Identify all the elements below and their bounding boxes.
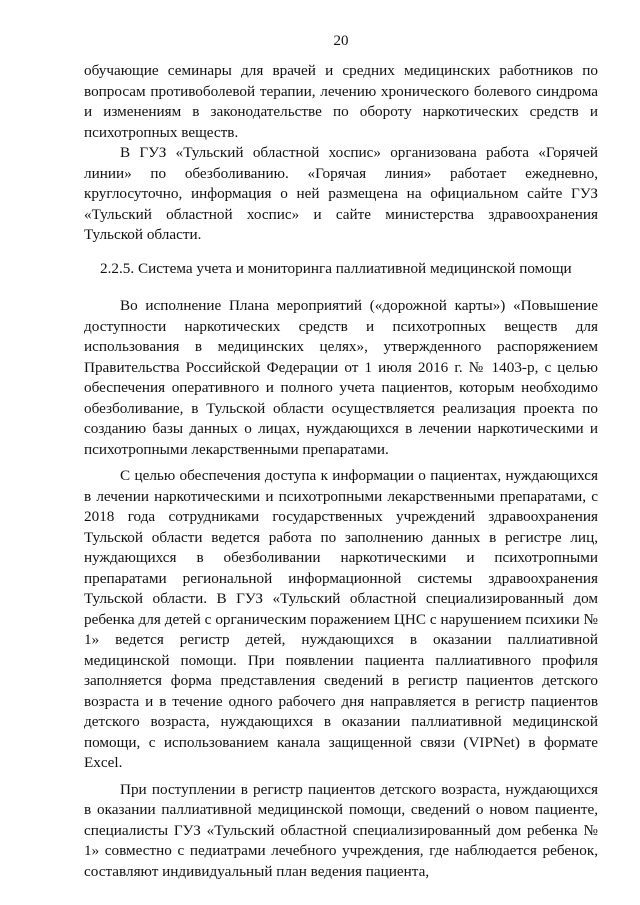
bottom-text-block [84, 296, 598, 882]
paragraph-hotline: В ГУЗ «Тульский областной хоспис» организована работа «Горячей линии» по обезболиванию. «Горячая линия» работает ежедневно, круглосуточно, информация о ней размещена на официальном сайте ГУЗ «Тульский областной хоспис» и сайте министерства здравоохранения Тульской области. [84, 144, 598, 243]
top-text-block [84, 61, 598, 246]
paragraph-continuation: обучающие семинары для врачей и средних медицинских работников по вопросам противоболевой терапии, лечению хронического болевого синдрома и изменениям в законодательстве по обороту наркотических средств и психотропных веществ. [84, 62, 598, 141]
page-number: 20 [333, 33, 349, 49]
paragraph-new-patient: При поступлении в регистр пациентов детского возраста, нуждающихся в оказании паллиативной медицинской помощи, сведений о новом пациенте, специалисты ГУЗ «Тульский областной специализированный дом ребенка № 1» совместно с педиатрами лечебного учреждения, где наблюдается ребенок, составляют индивидуальный план ведения пациента, [84, 780, 598, 880]
document-page [84, 0, 598, 905]
paragraph-registry: С целью обеспечения доступа к информации о пациентах, нуждающихся в лечении наркотическими и психотропными лекарственными препаратами, с 2018 года сотрудниками государственных учреждений здравоохранения Тульской области ведется работа по заполнению данных в регистре лиц, нуждающихся в обезболивании наркотическими и психотропными препаратами региональной информационной системы здравоохранения Тульской области. В ГУЗ «Тульский областной специализированный дом ребенка для детей с органическим поражением ЦНС с нарушением психики № 1» ведется регистр детей, нуждающихся в оказании паллиативной медицинской помощи. При появлении пациента паллиативного профиля заполняется форма представления сведений в регистр пациентов детского возраста и в течение одного рабочего дня направляется в регистр пациентов детского возраста, нуждающихся в оказании паллиативной медицинской помощи, с использованием канала защищенной связи (VIPNet) в формате Excel. [84, 467, 598, 771]
section-heading: 2.2.5. Система учета и мониторинга паллиативной медицинской помощи [100, 260, 572, 277]
paragraph-roadmap: Во исполнение Плана мероприятий («дорожной карты») «Повышение доступности наркотических средств и психотропных веществ для использования в медицинских целях», утвержденного распоряжением Правительства Российской Федерации от 1 июля 2016 г. № 1403-р, с целью обеспечения оперативного и полного учета пациентов, которым необходимо обезболивание, в Тульской области осуществляется реализация проекта по созданию базы данных о лицах, нуждающихся в лечении наркотическими и психотропными лекарственными препаратами. [84, 297, 598, 458]
